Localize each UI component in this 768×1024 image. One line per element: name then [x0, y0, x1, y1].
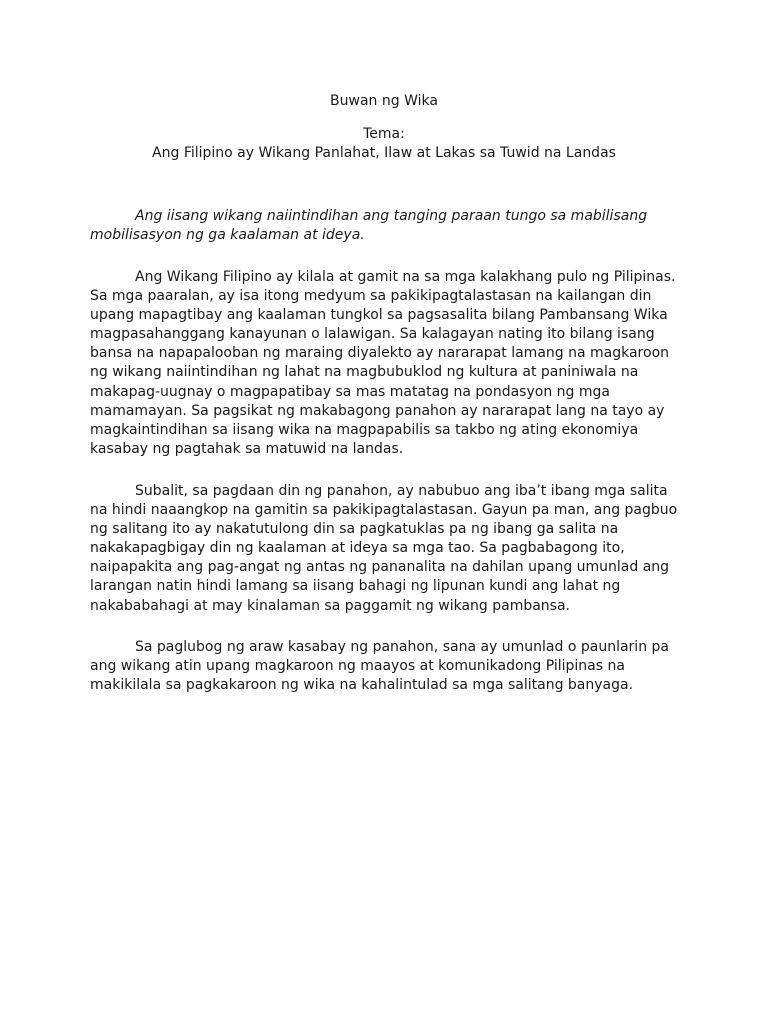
body-paragraph-3: Sa paglubog ng araw kasabay ng panahon, sana ay umunlad o paunlarin pa ang wikang atin upang magkaroon ng maayos at komunikadong Pilipinas na makikilala sa pagkakaroon ng wika na kahalintulad sa mga salitang banyaga. [90, 639, 669, 694]
body-paragraph-1: Ang Wikang Filipino ay kilala at gamit na sa mga kalakhang pulo ng Pilipinas. Sa mga paaralan, ay isa itong medyum sa pakikipagtalastasan na kailangan din upang mapagtibay ang kaalaman tungkol sa pagsasalita bilang Pambansang Wika magpasahanggang kanayunan o lalawigan. Sa kalagayan nating ito bilang isang bansa na napapalooban ng maraing diyalekto ay nararapat lamang na magkaroon ng wikang naiintindihan ng lahat na magbubuklod ng kultura at paniniwala na makapag-uugnay o magpapatibay sa mas matatag na pondasyon ng mga mamamayan. Sa pagsikat ng makabagong panahon ay nararapat lang na tayo ay magkaintindihan sa iisang wika na magpapabilis sa takbo ng ating ekonomiya kasabay ng pagtahak sa matuwid na landas. [90, 269, 676, 457]
tema-label: Tema: [363, 126, 405, 142]
quote-paragraph: Ang iisang wikang naiintindihan ang tanging paraan tungo sa mabilisang mobilisasyon ng ga kaalaman at ideya. [90, 208, 648, 244]
tema-text: Ang Filipino ay Wikang Panlahat, Ilaw at Lakas sa Tuwid na Landas [152, 145, 616, 161]
body-paragraph-2: Subalit, sa pagdaan din ng panahon, ay nabubuo ang iba’t ibang mga salita na hindi naaangkop na gamitin sa pakikipagtalastasan. Gayun pa man, ang pagbuo ng salitang ito ay nakatutulong din sa pagkatuklas pa ng ibang ga salita na nakakapagbigay din ng kaalaman at ideya sa mga tao. Sa pagbabagong ito, naipapakita ang pag-angat ng antas ng pananalita na dahilan upang umunlad ang larangan natin hindi lamang sa iisang bahagi ng lipunan kundi ang lahat ng nakababahagi at may kinalaman sa paggamit ng wikang pambansa. [90, 483, 678, 614]
document-title: Buwan ng Wika [330, 93, 438, 109]
